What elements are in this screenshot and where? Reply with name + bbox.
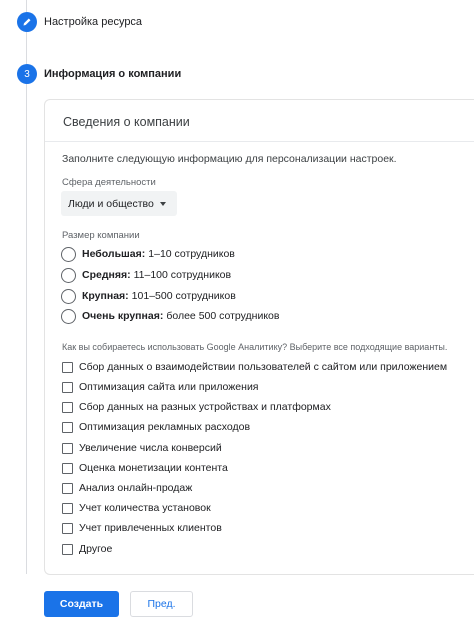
checkbox[interactable] [62, 362, 73, 373]
usage-option-label: Учет привлеченных клиентов [79, 522, 222, 534]
size-name: Очень крупная: [82, 310, 164, 322]
size-range: более 500 сотрудников [166, 310, 280, 322]
usage-option[interactable] [62, 400, 331, 414]
usage-option-label: Анализ онлайн-продаж [79, 482, 193, 494]
radio-button[interactable] [61, 268, 76, 283]
industry-select[interactable] [61, 191, 177, 216]
radio-button[interactable] [61, 309, 76, 324]
step-label-company: Информация о компании [44, 68, 182, 80]
size-option-large[interactable] [61, 288, 236, 304]
checkbox[interactable] [62, 463, 73, 474]
size-range: 1–10 сотрудников [148, 248, 235, 260]
usage-option[interactable] [62, 481, 192, 495]
size-option-very-large[interactable] [61, 308, 279, 324]
create-button[interactable]: Создать [44, 591, 119, 617]
radio-button[interactable] [61, 289, 76, 304]
checkbox[interactable] [62, 544, 73, 555]
usage-option[interactable] [62, 360, 447, 374]
usage-option-label: Оптимизация сайта или приложения [79, 381, 259, 393]
usage-option-label: Оптимизация рекламных расходов [79, 421, 251, 433]
usage-option-label: Сбор данных на разных устройствах и платформах [79, 401, 331, 413]
usage-option[interactable] [62, 380, 259, 394]
checkbox[interactable] [62, 382, 73, 393]
card-divider [45, 141, 474, 142]
industry-select-value: Люди и общество [68, 197, 154, 210]
usage-option[interactable] [62, 461, 228, 475]
usage-option-label: Оценка монетизации контента [79, 462, 228, 474]
checkbox[interactable] [62, 443, 73, 454]
checkbox[interactable] [62, 483, 73, 494]
size-option-medium[interactable] [61, 267, 231, 283]
size-range: 11–100 сотрудников [133, 269, 232, 281]
usage-option[interactable] [62, 542, 112, 556]
size-name: Крупная: [82, 290, 129, 302]
size-option-small[interactable] [61, 246, 235, 262]
checkbox[interactable] [62, 422, 73, 433]
usage-option[interactable] [62, 441, 222, 455]
usage-option-label: Сбор данных о взаимодействии пользователей с сайтом или приложением [79, 361, 448, 373]
radio-button[interactable] [61, 247, 76, 262]
step-number-circle: 3 [17, 64, 37, 84]
back-button[interactable]: Пред. [130, 591, 193, 617]
card-title: Сведения о компании [63, 115, 190, 129]
stepper-line [26, 84, 27, 574]
size-name: Средняя: [82, 269, 131, 281]
usage-option[interactable] [62, 521, 222, 535]
size-name: Небольшая: [82, 248, 146, 260]
checkbox[interactable] [62, 503, 73, 514]
industry-label: Сфера деятельности [62, 177, 156, 188]
size-range: 101–500 сотрудников [131, 290, 236, 302]
usage-option-label: Увеличение числа конверсий [79, 442, 222, 454]
usage-question: Как вы собираетесь использовать Google Аналитику? Выберите все подходящие варианты. [62, 342, 448, 352]
usage-option[interactable] [62, 501, 211, 515]
step-label-resource[interactable]: Настройка ресурса [44, 16, 143, 28]
checkbox[interactable] [62, 523, 73, 534]
stepper-line [26, 0, 27, 12]
usage-option-label: Учет количества установок [79, 502, 211, 514]
checkbox[interactable] [62, 402, 73, 413]
pencil-icon [22, 17, 32, 27]
usage-option-label: Другое [79, 543, 113, 555]
size-label: Размер компании [62, 230, 140, 241]
caret-down-icon [160, 202, 166, 206]
usage-option[interactable] [62, 420, 250, 434]
stepper-line [26, 32, 27, 64]
step-edit-circle[interactable] [17, 12, 37, 32]
intro-text: Заполните следующую информацию для персонализации настроек. [62, 153, 397, 165]
